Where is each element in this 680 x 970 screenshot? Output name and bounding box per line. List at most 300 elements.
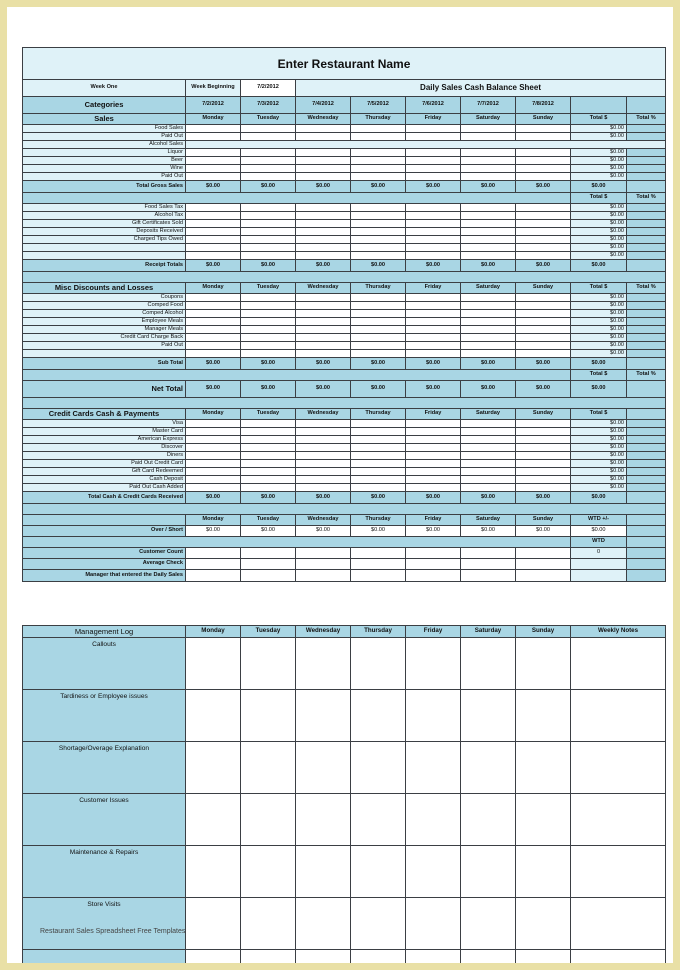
input-cell[interactable]: [241, 484, 296, 492]
input-cell[interactable]: [406, 460, 461, 468]
input-cell[interactable]: [461, 436, 516, 444]
log-input-cell[interactable]: [516, 950, 571, 964]
input-cell[interactable]: [461, 548, 516, 559]
pct-cell: [627, 420, 666, 428]
input-cell[interactable]: [296, 220, 351, 228]
log-input-cell[interactable]: [571, 690, 666, 742]
input-cell[interactable]: [296, 228, 351, 236]
input-cell[interactable]: [516, 468, 571, 476]
log-input-cell[interactable]: [406, 690, 461, 742]
input-cell[interactable]: [186, 484, 241, 492]
input-cell[interactable]: [241, 228, 296, 236]
input-cell[interactable]: [186, 350, 241, 358]
input-cell[interactable]: [461, 350, 516, 358]
input-cell[interactable]: [516, 204, 571, 212]
log-input-cell[interactable]: [571, 638, 666, 690]
input-cell[interactable]: [241, 133, 296, 141]
input-cell[interactable]: [406, 165, 461, 173]
log-input-cell[interactable]: [571, 742, 666, 794]
input-cell[interactable]: [351, 157, 406, 165]
log-input-cell[interactable]: [461, 742, 516, 794]
input-cell[interactable]: [461, 444, 516, 452]
input-cell[interactable]: [516, 350, 571, 358]
input-cell[interactable]: [461, 294, 516, 302]
log-input-cell[interactable]: [296, 690, 351, 742]
day-header: Monday: [186, 114, 241, 125]
input-cell[interactable]: [186, 244, 241, 252]
input-cell[interactable]: [296, 559, 351, 570]
log-input-cell[interactable]: [296, 950, 351, 964]
input-cell[interactable]: [461, 570, 516, 582]
log-input-cell[interactable]: [241, 898, 296, 950]
input-cell[interactable]: [461, 342, 516, 350]
input-cell[interactable]: [351, 149, 406, 157]
log-input-cell[interactable]: [571, 898, 666, 950]
log-input-cell[interactable]: [186, 742, 241, 794]
input-cell[interactable]: [461, 559, 516, 570]
input-cell[interactable]: [461, 460, 516, 468]
input-cell[interactable]: [296, 149, 351, 157]
input-cell[interactable]: [351, 125, 406, 133]
input-cell[interactable]: [296, 350, 351, 358]
input-cell[interactable]: [296, 570, 351, 582]
input-cell[interactable]: [296, 444, 351, 452]
log-input-cell[interactable]: [571, 950, 666, 964]
input-cell[interactable]: [241, 125, 296, 133]
input-cell[interactable]: [461, 302, 516, 310]
log-input-cell[interactable]: [571, 794, 666, 846]
log-input-cell[interactable]: [296, 742, 351, 794]
input-cell[interactable]: [241, 460, 296, 468]
input-cell[interactable]: [351, 212, 406, 220]
log-input-cell[interactable]: [296, 846, 351, 898]
input-cell[interactable]: [351, 420, 406, 428]
input-cell[interactable]: [241, 548, 296, 559]
input-cell[interactable]: [351, 428, 406, 436]
input-cell[interactable]: [296, 236, 351, 244]
input-cell[interactable]: [516, 428, 571, 436]
input-cell[interactable]: [461, 334, 516, 342]
input-cell[interactable]: [186, 252, 241, 260]
input-cell[interactable]: [296, 157, 351, 165]
input-cell[interactable]: [186, 342, 241, 350]
input-cell[interactable]: [516, 252, 571, 260]
input-cell[interactable]: [241, 452, 296, 460]
input-cell[interactable]: [186, 476, 241, 484]
log-input-cell[interactable]: [406, 846, 461, 898]
log-input-cell[interactable]: [516, 794, 571, 846]
input-cell[interactable]: [406, 436, 461, 444]
input-cell[interactable]: [461, 236, 516, 244]
input-cell[interactable]: [296, 342, 351, 350]
input-cell[interactable]: [296, 334, 351, 342]
input-cell[interactable]: [241, 468, 296, 476]
log-input-cell[interactable]: [351, 794, 406, 846]
input-cell[interactable]: [516, 476, 571, 484]
input-cell[interactable]: [351, 460, 406, 468]
input-cell[interactable]: [351, 318, 406, 326]
input-cell[interactable]: [461, 310, 516, 318]
input-cell[interactable]: [351, 228, 406, 236]
input-cell[interactable]: [516, 444, 571, 452]
input-cell[interactable]: [406, 212, 461, 220]
input-cell[interactable]: [461, 173, 516, 181]
input-cell[interactable]: [351, 342, 406, 350]
input-cell[interactable]: [461, 420, 516, 428]
input-cell[interactable]: [516, 342, 571, 350]
input-cell[interactable]: [186, 326, 241, 334]
input-cell[interactable]: [406, 484, 461, 492]
log-input-cell[interactable]: [186, 794, 241, 846]
input-cell[interactable]: [296, 452, 351, 460]
input-cell[interactable]: [516, 460, 571, 468]
input-cell[interactable]: [406, 326, 461, 334]
input-cell[interactable]: [516, 157, 571, 165]
input-cell[interactable]: [461, 428, 516, 436]
input-cell[interactable]: [406, 318, 461, 326]
input-cell[interactable]: [406, 125, 461, 133]
input-cell[interactable]: [241, 559, 296, 570]
log-input-cell[interactable]: [186, 950, 241, 964]
input-cell[interactable]: [241, 310, 296, 318]
input-cell[interactable]: [186, 428, 241, 436]
input-cell[interactable]: [186, 204, 241, 212]
input-cell[interactable]: [296, 420, 351, 428]
log-input-cell[interactable]: [571, 846, 666, 898]
input-cell[interactable]: [351, 548, 406, 559]
input-cell[interactable]: [406, 444, 461, 452]
log-input-cell[interactable]: [406, 950, 461, 964]
input-cell[interactable]: [186, 436, 241, 444]
input-cell[interactable]: [351, 220, 406, 228]
input-cell[interactable]: [241, 220, 296, 228]
input-cell[interactable]: [516, 212, 571, 220]
input-cell[interactable]: [516, 228, 571, 236]
input-cell[interactable]: [406, 570, 461, 582]
input-cell[interactable]: [516, 165, 571, 173]
input-cell[interactable]: [241, 436, 296, 444]
input-cell[interactable]: [186, 310, 241, 318]
input-cell[interactable]: [241, 294, 296, 302]
input-cell[interactable]: [351, 570, 406, 582]
input-cell[interactable]: [186, 318, 241, 326]
input-cell[interactable]: [461, 244, 516, 252]
input-cell[interactable]: [406, 252, 461, 260]
input-cell[interactable]: [296, 460, 351, 468]
input-cell[interactable]: [461, 452, 516, 460]
input-cell[interactable]: [516, 452, 571, 460]
input-cell[interactable]: [296, 125, 351, 133]
input-cell[interactable]: [186, 149, 241, 157]
week-beginning-date[interactable]: 7/2/2012: [241, 80, 296, 97]
input-cell[interactable]: [296, 173, 351, 181]
row-label: [23, 350, 186, 358]
log-input-cell[interactable]: [351, 846, 406, 898]
input-cell[interactable]: [406, 342, 461, 350]
input-cell[interactable]: [186, 570, 241, 582]
input-cell[interactable]: [406, 204, 461, 212]
input-cell[interactable]: [351, 173, 406, 181]
input-cell[interactable]: [351, 294, 406, 302]
input-cell[interactable]: [406, 468, 461, 476]
input-cell[interactable]: [241, 476, 296, 484]
input-cell[interactable]: [241, 173, 296, 181]
log-input-cell[interactable]: [351, 638, 406, 690]
input-cell[interactable]: [186, 334, 241, 342]
input-cell[interactable]: [296, 204, 351, 212]
input-cell[interactable]: [461, 484, 516, 492]
input-cell[interactable]: [241, 334, 296, 342]
input-cell[interactable]: [241, 318, 296, 326]
input-cell[interactable]: [296, 326, 351, 334]
input-cell[interactable]: [516, 570, 571, 582]
input-cell[interactable]: [406, 452, 461, 460]
input-cell[interactable]: [406, 420, 461, 428]
input-cell[interactable]: [516, 559, 571, 570]
input-cell[interactable]: [351, 484, 406, 492]
input-cell[interactable]: [241, 428, 296, 436]
input-cell[interactable]: [296, 468, 351, 476]
input-cell[interactable]: [406, 476, 461, 484]
band-total-header: Total $: [571, 193, 627, 204]
input-cell[interactable]: [296, 476, 351, 484]
input-cell[interactable]: [516, 294, 571, 302]
input-cell[interactable]: [351, 310, 406, 318]
input-cell[interactable]: [241, 350, 296, 358]
log-input-cell[interactable]: [516, 846, 571, 898]
input-cell[interactable]: [516, 236, 571, 244]
input-cell[interactable]: [406, 302, 461, 310]
input-cell[interactable]: [516, 318, 571, 326]
input-cell[interactable]: [516, 125, 571, 133]
input-cell[interactable]: [296, 436, 351, 444]
restaurant-name-title[interactable]: Enter Restaurant Name: [23, 48, 666, 80]
input-cell[interactable]: [516, 220, 571, 228]
input-cell[interactable]: [186, 173, 241, 181]
log-input-cell[interactable]: [296, 898, 351, 950]
row-label: Liquor: [23, 149, 186, 157]
input-cell[interactable]: [461, 149, 516, 157]
input-cell[interactable]: [186, 294, 241, 302]
log-input-cell[interactable]: [351, 950, 406, 964]
input-cell[interactable]: [516, 334, 571, 342]
input-cell[interactable]: [241, 302, 296, 310]
log-input-cell[interactable]: [186, 846, 241, 898]
input-cell[interactable]: [351, 244, 406, 252]
input-cell[interactable]: [351, 326, 406, 334]
input-cell[interactable]: [461, 326, 516, 334]
input-cell[interactable]: [461, 204, 516, 212]
input-cell[interactable]: [241, 244, 296, 252]
input-cell[interactable]: [406, 428, 461, 436]
input-cell[interactable]: [296, 318, 351, 326]
input-cell[interactable]: [406, 236, 461, 244]
input-cell[interactable]: [296, 252, 351, 260]
total-value: $0.00: [571, 181, 627, 193]
input-cell[interactable]: [241, 342, 296, 350]
input-cell[interactable]: [461, 252, 516, 260]
input-cell[interactable]: [186, 220, 241, 228]
input-cell[interactable]: [516, 133, 571, 141]
input-cell[interactable]: [351, 236, 406, 244]
input-cell[interactable]: [516, 149, 571, 157]
input-cell[interactable]: [186, 302, 241, 310]
input-cell[interactable]: [516, 244, 571, 252]
log-input-cell[interactable]: [186, 638, 241, 690]
input-cell[interactable]: [241, 326, 296, 334]
input-cell[interactable]: [296, 165, 351, 173]
input-cell[interactable]: [461, 220, 516, 228]
input-cell[interactable]: [406, 334, 461, 342]
input-cell[interactable]: [351, 133, 406, 141]
input-cell[interactable]: [296, 244, 351, 252]
input-cell[interactable]: [241, 212, 296, 220]
input-cell[interactable]: [461, 468, 516, 476]
sales-row: [23, 125, 666, 133]
input-cell[interactable]: [461, 157, 516, 165]
input-cell[interactable]: [351, 334, 406, 342]
input-cell[interactable]: [406, 350, 461, 358]
input-cell[interactable]: [351, 559, 406, 570]
input-cell[interactable]: [516, 420, 571, 428]
input-cell[interactable]: [241, 570, 296, 582]
input-cell[interactable]: [241, 204, 296, 212]
input-cell[interactable]: [296, 310, 351, 318]
input-cell[interactable]: [296, 428, 351, 436]
log-input-cell[interactable]: [406, 742, 461, 794]
input-cell[interactable]: [516, 548, 571, 559]
log-input-cell[interactable]: [296, 638, 351, 690]
input-cell[interactable]: [296, 212, 351, 220]
input-cell[interactable]: [461, 318, 516, 326]
input-cell[interactable]: [186, 228, 241, 236]
input-cell[interactable]: [186, 236, 241, 244]
input-cell[interactable]: [351, 252, 406, 260]
input-cell[interactable]: [461, 133, 516, 141]
input-cell[interactable]: [351, 350, 406, 358]
input-cell[interactable]: [186, 165, 241, 173]
input-cell[interactable]: [516, 484, 571, 492]
input-cell[interactable]: [296, 133, 351, 141]
log-input-cell[interactable]: [241, 690, 296, 742]
input-cell[interactable]: [516, 436, 571, 444]
input-cell[interactable]: [186, 452, 241, 460]
band-pct-header: Total %: [627, 370, 666, 381]
log-input-cell[interactable]: [461, 846, 516, 898]
input-cell[interactable]: [406, 157, 461, 165]
input-cell[interactable]: [186, 212, 241, 220]
input-cell[interactable]: [296, 484, 351, 492]
log-input-cell[interactable]: [461, 950, 516, 964]
input-cell[interactable]: [351, 452, 406, 460]
input-cell[interactable]: [406, 310, 461, 318]
log-input-cell[interactable]: [351, 742, 406, 794]
input-cell[interactable]: [406, 133, 461, 141]
log-input-cell[interactable]: [351, 898, 406, 950]
log-input-cell[interactable]: [241, 950, 296, 964]
input-cell[interactable]: [351, 165, 406, 173]
input-cell[interactable]: [241, 420, 296, 428]
input-cell[interactable]: [186, 559, 241, 570]
log-input-cell[interactable]: [516, 638, 571, 690]
log-input-cell[interactable]: [516, 898, 571, 950]
input-cell[interactable]: [186, 125, 241, 133]
input-cell[interactable]: [186, 468, 241, 476]
log-input-cell[interactable]: [461, 638, 516, 690]
log-input-cell[interactable]: [186, 898, 241, 950]
input-cell[interactable]: [406, 228, 461, 236]
input-cell[interactable]: [186, 460, 241, 468]
input-cell[interactable]: [516, 326, 571, 334]
log-input-cell[interactable]: [241, 742, 296, 794]
input-cell[interactable]: [351, 436, 406, 444]
input-cell[interactable]: [461, 165, 516, 173]
input-cell[interactable]: [406, 294, 461, 302]
total-value: $0.00: [571, 310, 627, 318]
input-cell[interactable]: [351, 468, 406, 476]
input-cell[interactable]: [351, 476, 406, 484]
log-input-cell[interactable]: [241, 846, 296, 898]
input-cell[interactable]: [461, 125, 516, 133]
log-input-cell[interactable]: [406, 794, 461, 846]
log-input-cell[interactable]: [241, 638, 296, 690]
input-cell[interactable]: [406, 149, 461, 157]
log-input-cell[interactable]: [461, 794, 516, 846]
input-cell[interactable]: [351, 204, 406, 212]
input-cell[interactable]: [406, 220, 461, 228]
input-cell[interactable]: [296, 294, 351, 302]
input-cell[interactable]: [241, 165, 296, 173]
input-cell[interactable]: [461, 476, 516, 484]
input-cell[interactable]: [351, 302, 406, 310]
input-cell[interactable]: [241, 252, 296, 260]
log-input-cell[interactable]: [186, 690, 241, 742]
input-cell[interactable]: [406, 244, 461, 252]
input-cell[interactable]: [241, 236, 296, 244]
log-input-cell[interactable]: [406, 638, 461, 690]
input-cell[interactable]: [406, 559, 461, 570]
pct-cell: [627, 220, 666, 228]
input-cell[interactable]: [241, 157, 296, 165]
input-cell[interactable]: [516, 302, 571, 310]
log-input-cell[interactable]: [516, 742, 571, 794]
input-cell[interactable]: [296, 302, 351, 310]
input-cell[interactable]: [186, 444, 241, 452]
input-cell[interactable]: [186, 157, 241, 165]
log-input-cell[interactable]: [461, 898, 516, 950]
log-input-cell[interactable]: [351, 690, 406, 742]
input-cell[interactable]: [241, 149, 296, 157]
input-cell[interactable]: [461, 228, 516, 236]
input-cell[interactable]: [296, 548, 351, 559]
input-cell[interactable]: [516, 173, 571, 181]
log-input-cell[interactable]: [241, 794, 296, 846]
input-cell[interactable]: [461, 212, 516, 220]
input-cell[interactable]: [351, 444, 406, 452]
credit-row: [23, 452, 666, 460]
input-cell[interactable]: [241, 444, 296, 452]
log-input-cell[interactable]: [516, 690, 571, 742]
log-input-cell[interactable]: [461, 690, 516, 742]
input-cell[interactable]: [406, 173, 461, 181]
log-input-cell[interactable]: [296, 794, 351, 846]
log-input-cell[interactable]: [406, 898, 461, 950]
input-cell[interactable]: [516, 310, 571, 318]
input-cell[interactable]: [406, 548, 461, 559]
input-cell[interactable]: [186, 133, 241, 141]
input-cell[interactable]: [186, 548, 241, 559]
input-cell[interactable]: [186, 420, 241, 428]
